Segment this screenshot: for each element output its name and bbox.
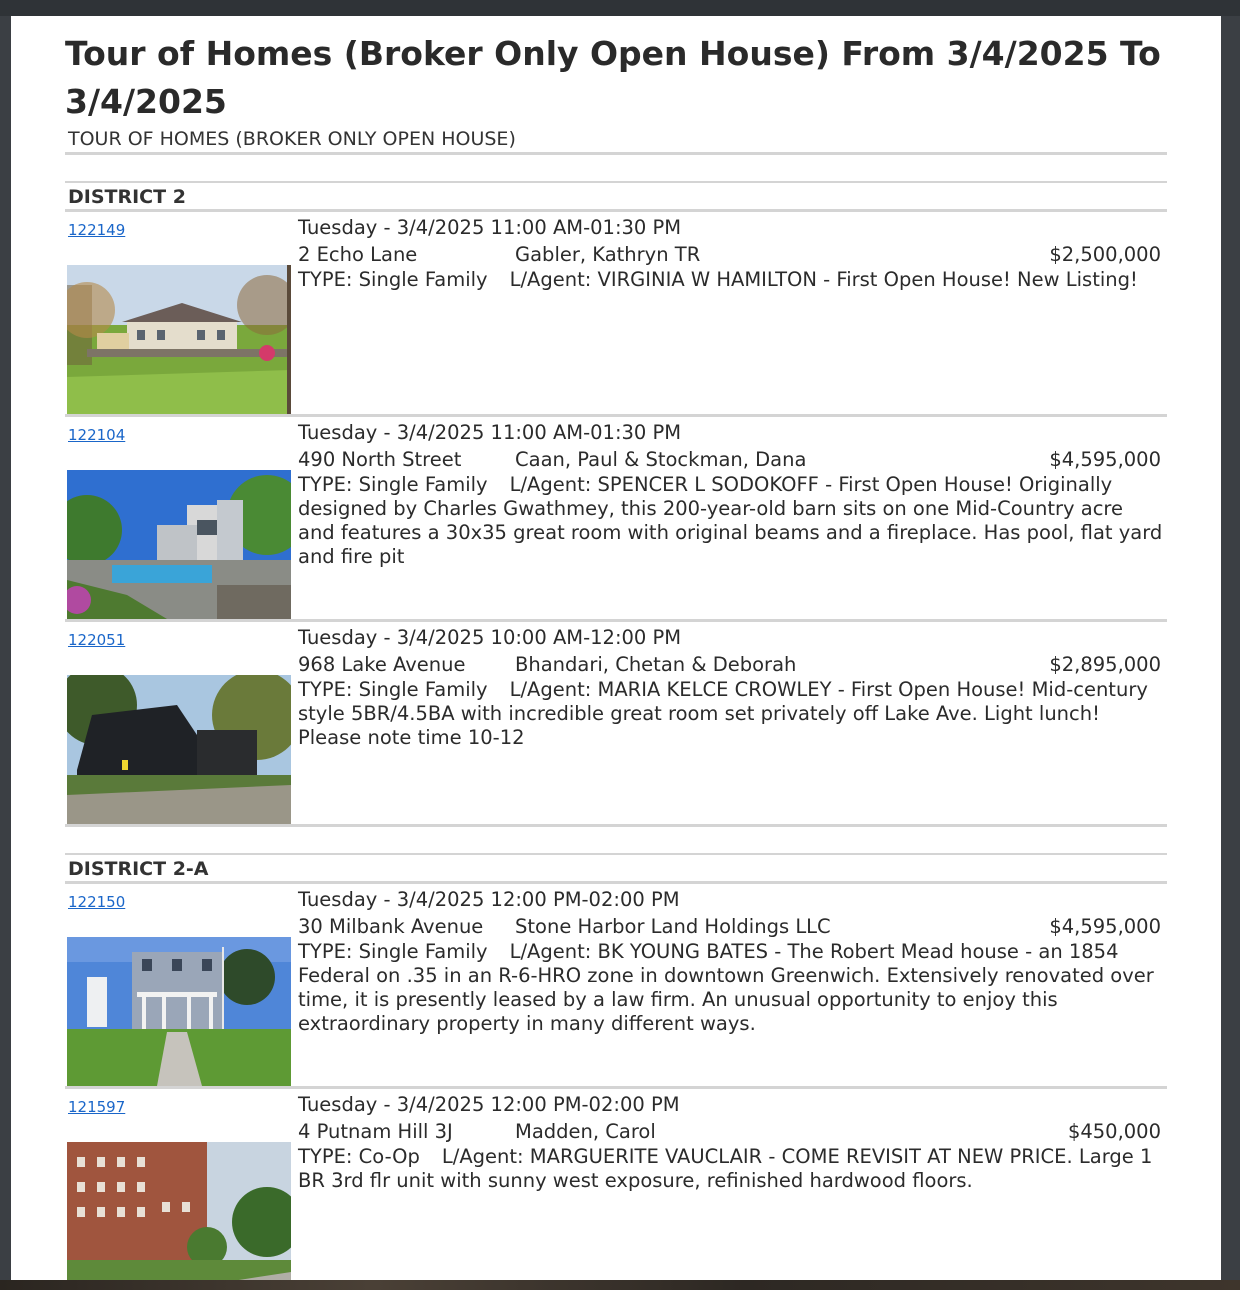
window-bottom-edge bbox=[0, 1280, 1240, 1290]
listing-row bbox=[65, 212, 1167, 417]
listing-price: $4,595,000 bbox=[1049, 448, 1161, 471]
agent-remarks: L/Agent: MARIA KELCE CROWLEY - First Open House! Mid-century style 5BR/4.5BA with incredible great room set privately off Lake Ave. Light lunch! Please note time 10-12 bbox=[298, 678, 1148, 749]
listing-address: 30 Milbank Avenue bbox=[298, 915, 484, 938]
listing-summary bbox=[298, 1118, 1164, 1145]
listing-price: $450,000 bbox=[1067, 1120, 1161, 1143]
open-house-schedule: Tuesday - 3/4/2025 11:00 AM-01:30 PM bbox=[298, 421, 682, 444]
listing-photo[interactable] bbox=[67, 937, 291, 1086]
report-content bbox=[65, 16, 1167, 1280]
listing-owner: Gabler, Kathryn TR bbox=[515, 243, 701, 266]
open-house-schedule: Tuesday - 3/4/2025 11:00 AM-01:30 PM bbox=[298, 216, 682, 239]
listing-summary bbox=[298, 446, 1164, 473]
mls-link[interactable]: 122149 bbox=[68, 221, 126, 239]
agent-remarks: L/Agent: MARGUERITE VAUCLAIR - COME REVISIT AT NEW PRICE. Large 1 BR 3rd flr unit with sunny west exposure, refinished hardwood floors. bbox=[298, 1145, 1153, 1192]
property-type: TYPE: Single Family bbox=[298, 940, 488, 963]
mls-link[interactable]: 122051 bbox=[68, 631, 126, 649]
property-type: TYPE: Co-Op bbox=[298, 1145, 420, 1168]
listing-address: 2 Echo Lane bbox=[298, 243, 418, 266]
listing-row bbox=[65, 1089, 1167, 1280]
listing-summary bbox=[298, 651, 1164, 678]
listing-owner: Bhandari, Chetan & Deborah bbox=[515, 653, 797, 676]
property-type: TYPE: Single Family bbox=[298, 678, 488, 701]
open-house-schedule: Tuesday - 3/4/2025 12:00 PM-02:00 PM bbox=[298, 888, 680, 911]
mls-link[interactable]: 122104 bbox=[68, 426, 126, 444]
listing-info bbox=[298, 215, 1164, 292]
listing-address: 968 Lake Avenue bbox=[298, 653, 466, 676]
listing-description bbox=[298, 678, 1164, 750]
agent-remarks: L/Agent: VIRGINIA W HAMILTON - First Open House! New Listing! bbox=[509, 268, 1138, 291]
property-type: TYPE: Single Family bbox=[298, 268, 488, 291]
listing-price: $2,500,000 bbox=[1049, 243, 1161, 266]
listing-row bbox=[65, 884, 1167, 1089]
listing-row bbox=[65, 417, 1167, 622]
page-title: Tour of Homes (Broker Only Open House) From 3/4/2025 To 3/4/2025 bbox=[65, 34, 1161, 121]
listing-description bbox=[298, 1145, 1164, 1193]
listing-row bbox=[65, 622, 1167, 827]
district-header: DISTRICT 2 bbox=[65, 181, 1167, 212]
listing-photo[interactable] bbox=[67, 675, 291, 824]
listing-info bbox=[298, 887, 1164, 1036]
listing-photo[interactable] bbox=[67, 1142, 291, 1280]
listing-description bbox=[298, 473, 1164, 569]
open-house-schedule: Tuesday - 3/4/2025 10:00 AM-12:00 PM bbox=[298, 626, 682, 649]
listing-owner: Caan, Paul & Stockman, Dana bbox=[515, 448, 807, 471]
listing-summary bbox=[298, 241, 1164, 268]
window-top-bar bbox=[0, 0, 1240, 16]
open-house-schedule: Tuesday - 3/4/2025 12:00 PM-02:00 PM bbox=[298, 1093, 680, 1116]
agent-remarks: L/Agent: SPENCER L SODOKOFF - First Open House! Originally designed by Charles Gwathmey, this 200-year-old barn sits on one Mid-Country acre and features a 30x35 great room with original beams and a fireplace. Has pool, flat yard and fire pit bbox=[298, 473, 1163, 568]
listing-description bbox=[298, 268, 1164, 292]
report-page bbox=[11, 16, 1221, 1280]
listing-info bbox=[298, 625, 1164, 750]
listing-summary bbox=[298, 913, 1164, 940]
mls-link[interactable]: 122150 bbox=[68, 893, 126, 911]
report-subtitle: TOUR OF HOMES (BROKER ONLY OPEN HOUSE) bbox=[68, 128, 516, 150]
listing-description bbox=[298, 940, 1164, 1036]
listing-address: 490 North Street bbox=[298, 448, 462, 471]
property-type: TYPE: Single Family bbox=[298, 473, 488, 496]
listing-info bbox=[298, 420, 1164, 569]
listing-photo[interactable] bbox=[67, 470, 291, 619]
agent-remarks: L/Agent: BK YOUNG BATES - The Robert Mead house - an 1854 Federal on .35 in an R-6-HRO zone in downtown Greenwich. Extensively renovated over time, it is presently leased by a law firm. An unusual opportunity to enjoy this extraordinary property in many different ways. bbox=[298, 940, 1154, 1035]
listing-photo[interactable] bbox=[67, 265, 291, 414]
divider bbox=[65, 152, 1167, 155]
mls-link[interactable]: 121597 bbox=[68, 1098, 126, 1116]
district-header: DISTRICT 2-A bbox=[65, 853, 1167, 884]
listing-owner: Madden, Carol bbox=[515, 1120, 656, 1143]
listing-info bbox=[298, 1092, 1164, 1193]
listing-address: 4 Putnam Hill 3J bbox=[298, 1120, 453, 1143]
listing-price: $4,595,000 bbox=[1049, 915, 1161, 938]
listing-owner: Stone Harbor Land Holdings LLC bbox=[515, 915, 831, 938]
listing-price: $2,895,000 bbox=[1049, 653, 1161, 676]
